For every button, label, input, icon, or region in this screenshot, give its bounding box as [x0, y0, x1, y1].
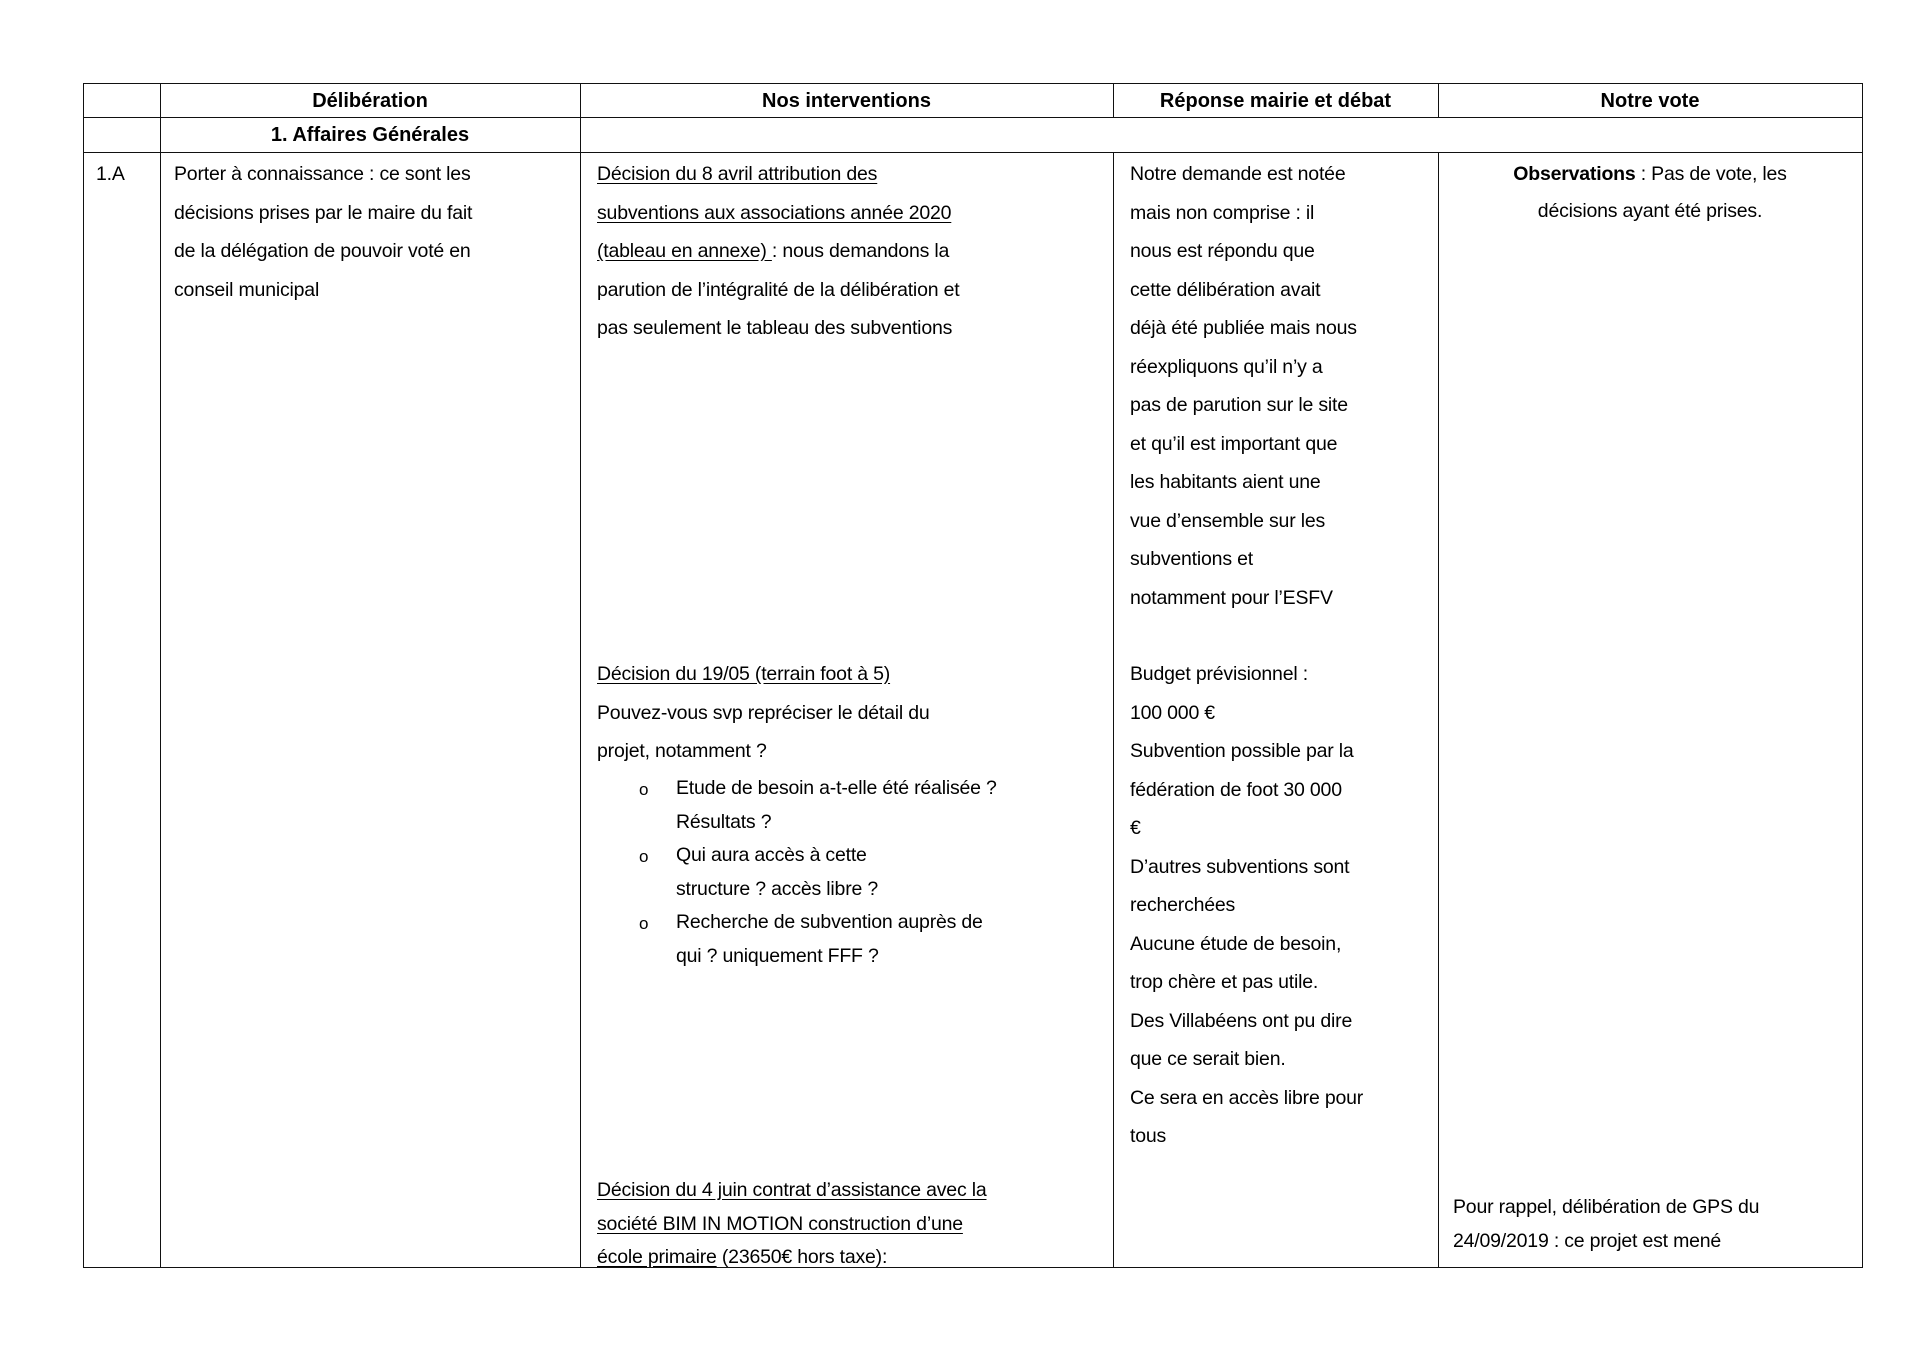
decision-19-05-intro: Pouvez-vous svp repréciser le détail du: [597, 701, 930, 724]
reponse-line: Aucune étude de besoin,: [1130, 932, 1342, 955]
reponse-line: tous: [1130, 1125, 1167, 1147]
question-item-cont: structure ? accès libre ?: [676, 877, 879, 900]
reponse-line: que ce serait bien.: [1130, 1048, 1286, 1070]
deliberations-table: [83, 83, 1863, 1268]
col-divider-3-body: [1113, 153, 1114, 1267]
question-item: Qui aura accès à cette: [676, 844, 867, 866]
observations-label: Observations: [1513, 163, 1636, 185]
reponse-line: trop chère et pas utile.: [1130, 971, 1319, 993]
deliberation-line: Porter à connaissance : ce sont les: [174, 163, 471, 185]
reponse-line: nous est répondu que: [1130, 240, 1315, 262]
reponse-line: €: [1130, 817, 1141, 839]
decision-4-juin-title: Décision du 4 juin contrat d’assistance avec la: [597, 1179, 987, 1201]
observations-line: [1438, 155, 1862, 194]
reponse-line: cette délibération avait: [1130, 278, 1321, 301]
section-row-divider: [84, 152, 1862, 153]
header-cell-vote: Notre vote: [1600, 90, 1700, 112]
reponse-line: Ce sera en accès libre pour: [1130, 1086, 1364, 1109]
reponse-line: réexpliquons qu’il n’y a: [1130, 355, 1323, 378]
reponse-line: D’autres subventions sont: [1130, 855, 1350, 878]
header-cell-interventions: Nos interventions: [762, 90, 931, 112]
reponse-line: Subvention possible par la: [1130, 740, 1354, 762]
annexe-rest: : nous demandons la: [771, 240, 950, 262]
header-cell-deliberation: Délibération: [312, 90, 428, 112]
observations-line: décisions ayant été prises.: [1537, 200, 1763, 222]
row-number: 1.A: [96, 163, 125, 185]
question-item-cont: qui ? uniquement FFF ?: [676, 944, 879, 967]
bullet-circle-icon: o: [639, 847, 649, 866]
col-divider-2: [580, 84, 581, 1267]
montant-text: (23650€ hors taxe):: [716, 1246, 888, 1268]
reponse-line: mais non comprise : il: [1130, 201, 1315, 224]
question-item: Recherche de subvention auprès de: [676, 911, 983, 933]
decision-4-juin-title: société BIM IN MOTION construction d’une: [597, 1212, 963, 1235]
col-divider-1: [160, 84, 161, 1267]
reponse-line: vue d’ensemble sur les: [1130, 509, 1326, 532]
question-item: Etude de besoin a-t-elle été réalisée ?: [676, 777, 997, 799]
decision-19-05-title: Décision du 19/05 (terrain foot à 5): [597, 663, 891, 685]
decision-8-avril-line: [597, 232, 949, 271]
decision-4-juin-line: [597, 1241, 887, 1275]
rappel-line: Pour rappel, délibération de GPS du: [1453, 1196, 1760, 1218]
bullet-circle-icon: o: [639, 914, 649, 933]
reponse-line: les habitants aient une: [1130, 471, 1321, 493]
reponse-line: Des Villabéens ont pu dire: [1130, 1009, 1353, 1032]
reponse-line: recherchées: [1130, 894, 1236, 916]
reponse-line: 100 000 €: [1130, 701, 1215, 724]
reponse-line: déjà été publiée mais nous: [1130, 317, 1357, 339]
deliberation-line: conseil municipal: [174, 278, 320, 301]
deliberation-line: décisions prises par le maire du fait: [174, 201, 473, 224]
deliberation-line: de la délégation de pouvoir voté en: [174, 240, 471, 262]
section-title: 1. Affaires Générales: [270, 124, 470, 146]
rappel-line: 24/09/2019 : ce projet est mené: [1453, 1229, 1722, 1252]
header-cell-reponse: Réponse mairie et débat: [1159, 90, 1392, 112]
decision-8-avril-line: parution de l’intégralité de la délibération et: [597, 278, 960, 301]
reponse-line: pas de parution sur le site: [1130, 394, 1348, 416]
col-divider-4-body: [1438, 153, 1439, 1267]
ecole-primaire-text: école primaire: [597, 1246, 717, 1268]
reponse-line: Notre demande est notée: [1130, 163, 1346, 185]
decision-8-avril-line: pas seulement le tableau des subventions: [597, 317, 953, 339]
decision-8-avril-title: subventions aux associations année 2020: [597, 201, 952, 224]
decision-8-avril-title: Décision du 8 avril attribution des: [597, 163, 878, 185]
annexe-link-text: (tableau en annexe): [597, 240, 772, 262]
reponse-line: et qu’il est important que: [1130, 432, 1338, 455]
decision-19-05-intro: projet, notamment ?: [597, 740, 767, 762]
reponse-line: subventions et: [1130, 548, 1253, 570]
bullet-circle-icon: o: [639, 780, 649, 799]
reponse-line: fédération de foot 30 000: [1130, 778, 1342, 801]
observations-text: : Pas de vote, les: [1635, 163, 1787, 185]
reponse-line: notamment pour l’ESFV: [1130, 586, 1333, 609]
reponse-line: Budget prévisionnel :: [1130, 663, 1308, 685]
question-item-cont: Résultats ?: [676, 810, 772, 833]
